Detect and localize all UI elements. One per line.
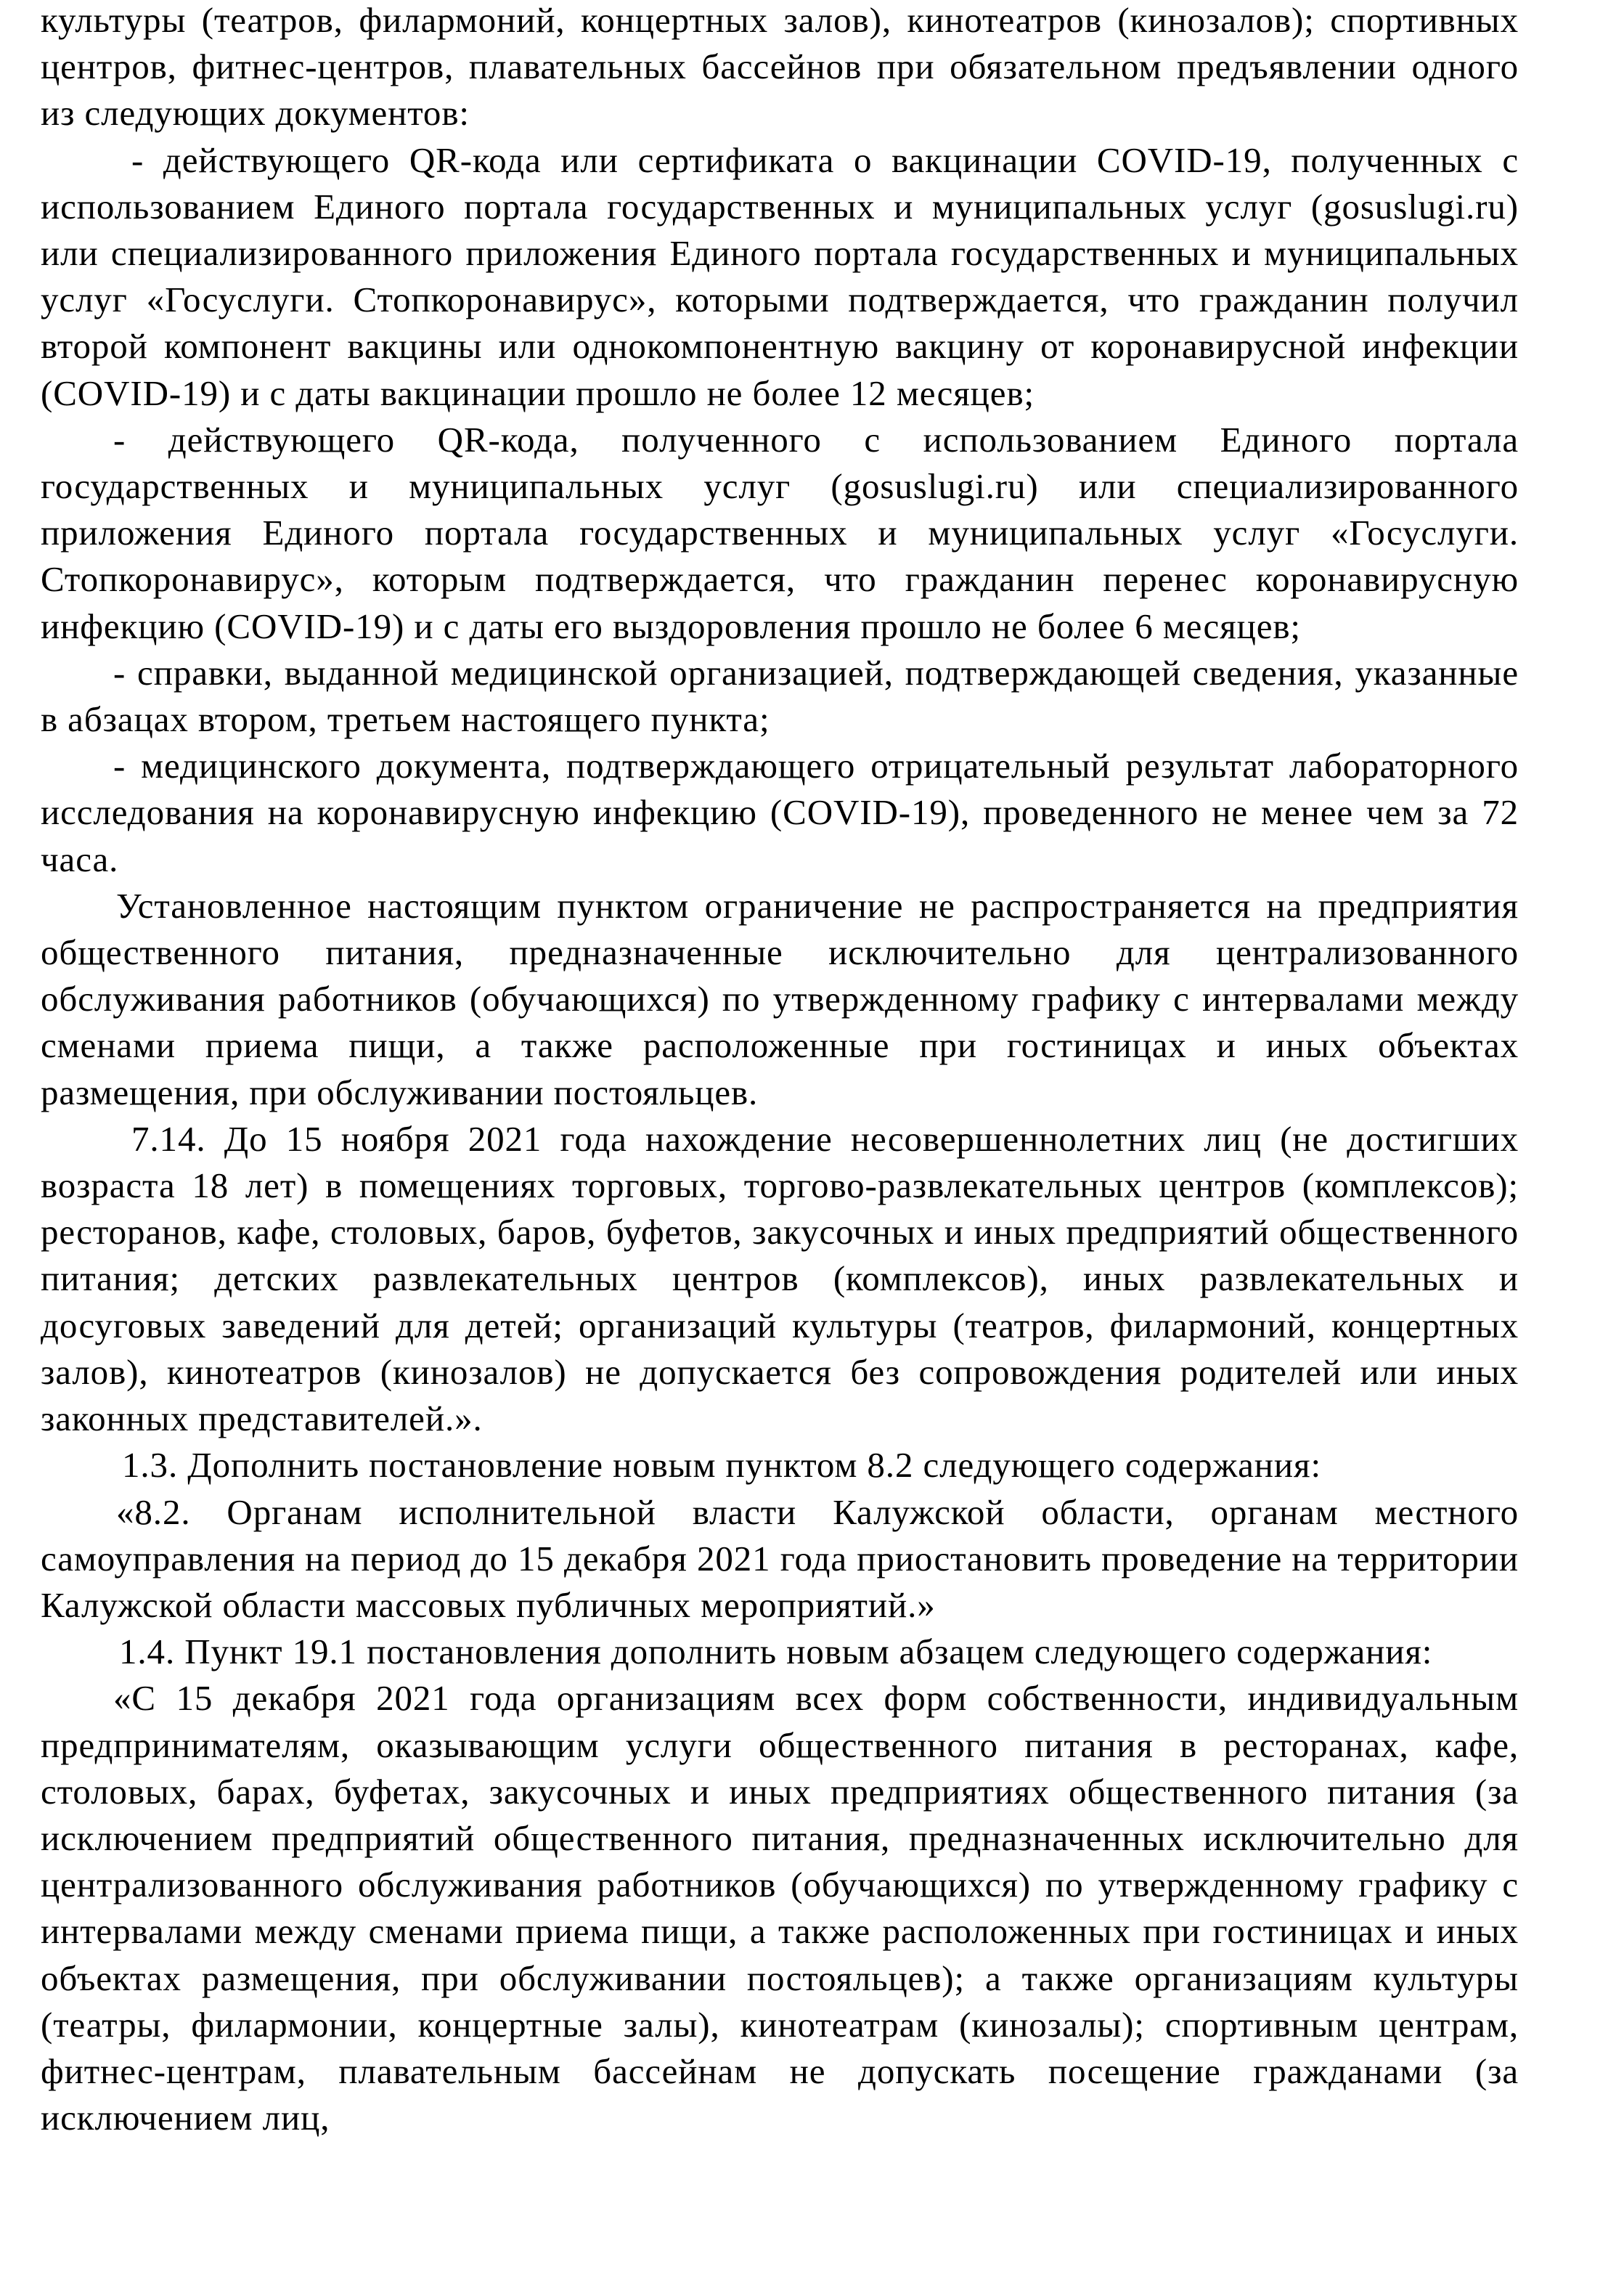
paragraph-medical-certificate: - справки, выданной медицинской организацией, подтверждающей сведения, указанные в абзацах втором, третьем настоящего пункта; (41, 652, 1519, 740)
paragraph-recovery-qr: - действующего QR-кода, полученного с использованием Единого портала государственных и муниципальных услуг (gosuslugi.ru) или специализированного приложения Единого портала государственных и муниципальных услуг «Госуслуги. Стопкоронавирус», которым подтверждается, что гражданин перенес коронавирусную инфекцию (COVID-19) и с даты его выздоровления прошло не более 6 месяцев; (41, 419, 1519, 646)
paragraph-1-3: 1.3. Дополнить постановление новым пунктом 8.2 следующего содержания: (122, 1445, 1321, 1486)
document-page (41, 0, 1519, 2141)
paragraph-negative-test: - медицинского документа, подтверждающего отрицательный результат лабораторного исследования на коронавирусную инфекцию (COVID-19), проведенного не менее чем за 72 часа. (41, 746, 1519, 879)
paragraph-7-14: 7.14. До 15 ноября 2021 года нахождение несовершеннолетних лиц (не достигших возраста 18 лет) в помещениях торговых, торгово-развлекательных центров (комплексов); ресторанов, кафе, столовых, баров, буфетов, закусочных и иных предприятий общественного питания; детских развлекательных центров (комплексов), иных развлекательных и досуговых заведений для детей; организаций культуры (театров, филармоний, концертных залов), кинотеатров (кинозалов) не допускается без сопровождения родителей или иных законных представителей.». (41, 1118, 1519, 1439)
paragraph-19-1-addition: «С 15 декабря 2021 года организациям всех форм собственности, индивидуальным предпринимателям, оказывающим услуги общественного питания в ресторанах, кафе, столовых, барах, буфетах, закусочных и иных предприятиях общественного питания (за исключением предприятий общественного питания, предназначенных исключительно для централизованного обслуживания работников (обучающихся) по утвержденному графику с интервалами между сменами приема пищи, а также расположенных при гостиницах и иных объектах размещения, при обслуживании постояльцев); а также организациям культуры (театры, филармонии, концертные залы), кинотеатрам (кинозалы); спортивным центрам, фитнес-центрам, плавательным бассейнам не допускать посещение гражданами (за исключением лиц, (41, 1678, 1519, 2138)
paragraph-8-2: «8.2. Органам исполнительной власти Калужской области, органам местного самоуправления на период до 15 декабря 2021 года приостановить проведение на территории Калужской области массовых публичных мероприятий.» (41, 1491, 1519, 1625)
paragraph-1-4: 1.4. Пункт 19.1 постановления дополнить новым абзацем следующего содержания: (119, 1632, 1433, 1672)
paragraph-vaccination-qr: - действующего QR-кода или сертификата о вакцинации COVID-19, полученных с использованием Единого портала государственных и муниципальных услуг (gosuslugi.ru) или специализированного приложения Единого портала государственных и муниципальных услуг «Госуслуги. Стопкоронавирус», которыми подтверждается, что гражданин получил второй компонент вакцины или однокомпонентную вакцину от коронавирусной инфекции (COVID-19) и с даты вакцинации прошло не более 12 месяцев; (41, 139, 1519, 413)
paragraph-continuation: культуры (театров, филармоний, концертных залов), кинотеатров (кинозалов); спортивных центров, фитнес-центров, плавательных бассейнов при обязательном предъявлении одного из следующих документов: (41, 0, 1519, 134)
paragraph-restriction-exception: Установленное настоящим пунктом ограничение не распространяется на предприятия общественного питания, предназначенные исключительно для централизованного обслуживания работников (обучающихся) по утвержденному графику с интервалами между сменами приема пищи, а также расположенные при гостиницах и иных объектах размещения, при обслуживании постояльцев. (41, 885, 1519, 1112)
